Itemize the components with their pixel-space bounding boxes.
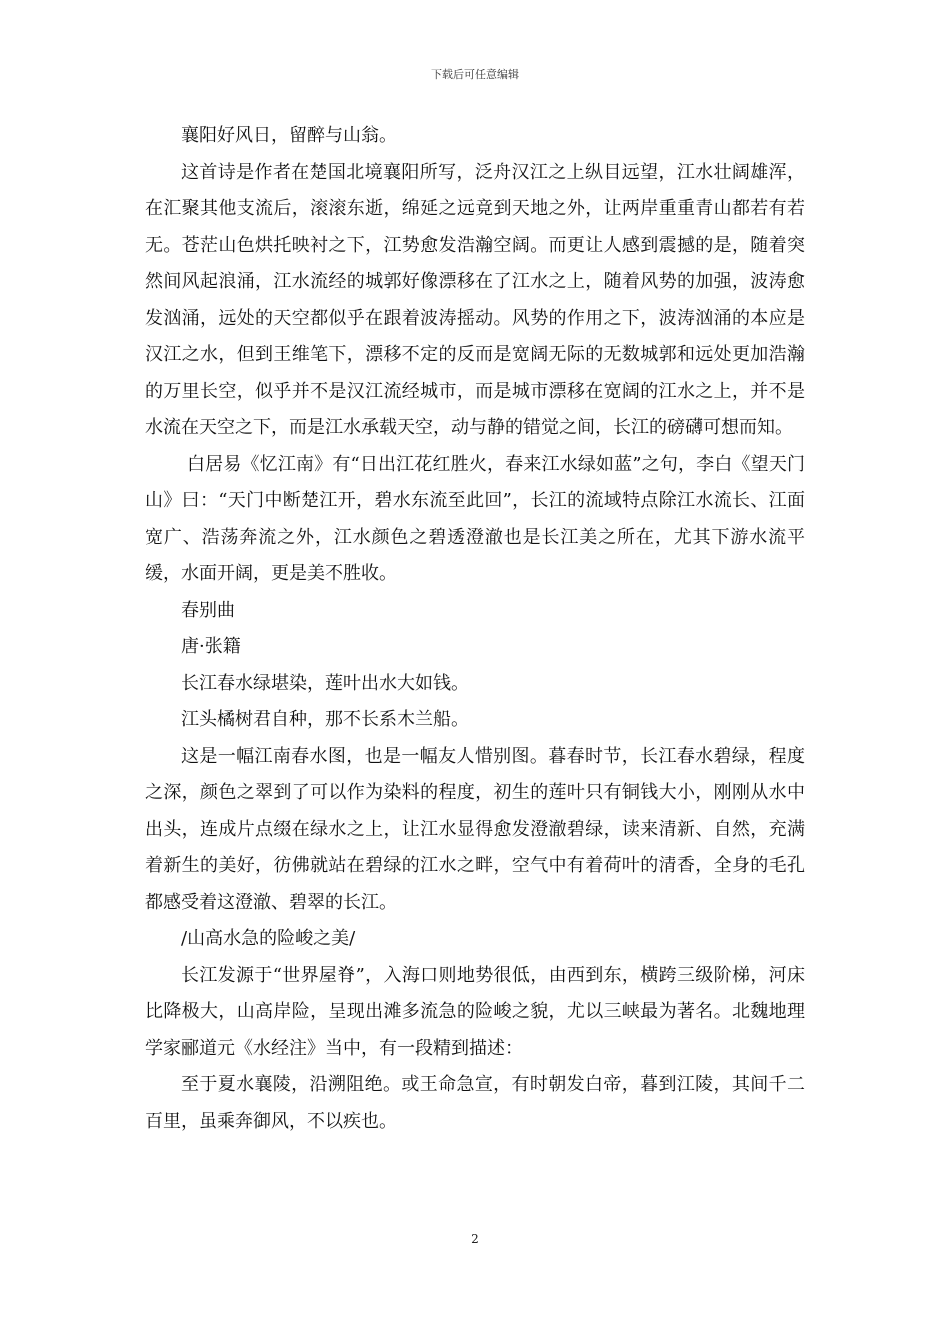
poem-line: 长江春水绿堪染，莲叶出水大如钱。 — [181, 672, 469, 694]
section-heading: /山高水急的险峻之美/ — [181, 928, 356, 949]
document-body — [145, 118, 805, 1140]
body-paragraph: 这是一幅江南春水图，也是一幅友人惜别图。暮春时节，长江春水碧绿，程度之深，颜色之翠到了可以作为染料的程度，初生的莲叶只有铜钱大小，刚刚从水中出头，连成片点缀在绿水之上，让江水显得愈发澄澈碧绿，读来清新、自然，充满着新生的美好，彷佛就站在碧绿的江水之畔，空气中有着荷叶的清香，全身的毛孔都感受着这澄澈、碧翠的长江。 — [145, 745, 805, 913]
page-header: 下载后可任意编辑 — [431, 68, 519, 81]
quote-paragraph: 至于夏水襄陵，沿溯阻绝。或王命急宣，有时朝发白帝，暮到江陵，其间千二百里，虽乘奔御风，不以疾也。 — [145, 1074, 805, 1132]
page-number: 2 — [471, 1232, 479, 1246]
poem-author: 唐·张籍 — [181, 636, 241, 657]
body-paragraph: 长江发源于“世界屋脊”，入海口则地势很低，由西到东，横跨三级阶梯，河床比降极大，山高岸险，呈现出滩多流急的险峻之貌，尤以三峡最为著名。北魏地理学家郦道元《水经注》当中，有一段精到描述： — [145, 964, 805, 1059]
poem-title: 春别曲 — [181, 599, 235, 621]
poem-line: 襄阳好风日，留醉与山翁。 — [181, 125, 397, 146]
poem-line: 江头橘树君自种，那不长系木兰船。 — [181, 709, 469, 730]
body-paragraph: 白居易《忆江南》有“日出江花红胜火，春来江水绿如蓝”之句，李白《望天门山》曰：“天门中断楚江开，碧水东流至此回”，长江的流域特点除江水流长、江面宽广、浩荡奔流之外，江水颜色之碧透澄澈也是长江美之所在，尤其下游水流平缓，水面开阔，更是美不胜收。 — [145, 453, 805, 584]
body-paragraph: 这首诗是作者在楚国北境襄阳所写，泛舟汉江之上纵目远望，江水壮阔雄浑，在汇聚其他支流后，滚滚东逝，绵延之远竟到天地之外，让两岸重重青山都若有若无。苍茫山色烘托映衬之下，江势愈发浩瀚空阔。而更让人感到震撼的是，随着突然间风起浪涌，江水流经的城郭好像漂移在了江水之上，随着风势的加强，波涛愈发汹涌，远处的天空都似乎在跟着波涛摇动。风势的作用之下，波涛汹涌的本应是汉江之水，但到王维笔下，漂移不定的反而是宽阔无际的无数城郭和远处更加浩瀚的万里长空，似乎并不是汉江流经城市，而是城市漂移在宽阔的江水之上，并不是水流在天空之下，而是江水承载天空，动与静的错觉之间，长江的磅礴可想而知。 — [145, 161, 805, 438]
